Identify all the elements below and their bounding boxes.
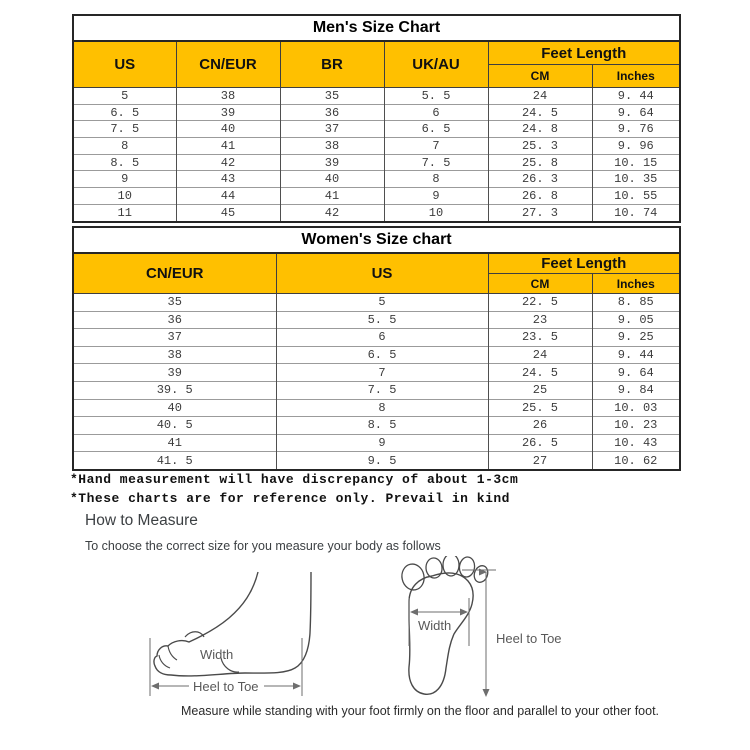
table-cell: 41	[280, 188, 384, 205]
table-row	[73, 364, 680, 382]
table-cell: 27	[488, 452, 592, 470]
table-cell: 36	[280, 104, 384, 121]
table-cell: 7. 5	[384, 154, 488, 171]
mens-col-us: US	[73, 41, 176, 88]
table-cell: 41	[73, 434, 276, 452]
table-cell: 41. 5	[73, 452, 276, 470]
side-width-label: Width	[200, 647, 234, 662]
table-row	[73, 434, 680, 452]
table-cell: 10. 03	[592, 399, 680, 417]
table-cell: 35	[280, 88, 384, 105]
note-line-1: *Hand measurement will have discrepancy of about 1-3cm	[70, 472, 519, 487]
mens-subcol-cm: CM	[488, 65, 592, 88]
mens-col-br: BR	[280, 41, 384, 88]
table-cell: 25	[488, 381, 592, 399]
table-cell: 41	[176, 138, 280, 155]
table-cell: 8	[384, 171, 488, 188]
table-cell: 42	[176, 154, 280, 171]
mens-table-title: Men's Size Chart	[73, 15, 680, 41]
table-cell: 40	[176, 121, 280, 138]
how-to-measure-heading: How to Measure	[85, 512, 198, 529]
table-row	[73, 171, 680, 188]
table-cell: 42	[280, 204, 384, 221]
sole-width-label: Width	[418, 618, 452, 633]
table-cell: 9. 84	[592, 381, 680, 399]
table-cell: 40. 5	[73, 417, 276, 435]
table-row	[73, 346, 680, 364]
table-row	[73, 311, 680, 329]
table-row	[73, 294, 680, 312]
table-cell: 37	[73, 329, 276, 347]
foot-side-view-diagram	[145, 570, 315, 709]
table-cell: 10. 62	[592, 452, 680, 470]
table-cell: 38	[176, 88, 280, 105]
disclaimer-notes	[70, 470, 518, 508]
table-cell: 8. 85	[592, 294, 680, 312]
table-cell: 44	[176, 188, 280, 205]
mens-title-row	[73, 15, 680, 41]
table-cell: 26	[488, 417, 592, 435]
mens-table-body	[73, 88, 680, 222]
table-row	[73, 329, 680, 347]
side-heel-to-toe-label: Heel to Toe	[193, 679, 259, 694]
table-cell: 9. 96	[592, 138, 680, 155]
table-row	[73, 204, 680, 221]
womens-subcol-inches: Inches	[592, 274, 680, 294]
table-cell: 7. 5	[276, 381, 488, 399]
table-cell: 25. 8	[488, 154, 592, 171]
foot-sole-view-icon	[396, 556, 596, 705]
table-cell: 9	[384, 188, 488, 205]
table-cell: 25. 3	[488, 138, 592, 155]
table-cell: 10. 15	[592, 154, 680, 171]
table-cell: 9. 44	[592, 88, 680, 105]
table-cell: 27. 3	[488, 204, 592, 221]
table-row	[73, 452, 680, 470]
table-cell: 35	[73, 294, 276, 312]
table-cell: 5. 5	[276, 311, 488, 329]
table-row	[73, 104, 680, 121]
table-cell: 7	[276, 364, 488, 382]
mens-size-table	[72, 14, 681, 223]
womens-table-body	[73, 294, 680, 470]
table-cell: 7	[384, 138, 488, 155]
table-cell: 43	[176, 171, 280, 188]
table-cell: 38	[73, 346, 276, 364]
table-cell: 23. 5	[488, 329, 592, 347]
table-cell: 24. 5	[488, 364, 592, 382]
table-cell: 24	[488, 346, 592, 364]
foot-sole-view-diagram	[396, 556, 596, 710]
table-cell: 22. 5	[488, 294, 592, 312]
table-cell: 10	[73, 188, 176, 205]
table-row	[73, 381, 680, 399]
table-cell: 6. 5	[384, 121, 488, 138]
table-row	[73, 417, 680, 435]
womens-title-row	[73, 227, 680, 253]
sole-heel-to-toe-label: Heel to Toe	[496, 631, 562, 646]
table-cell: 24	[488, 88, 592, 105]
table-cell: 6. 5	[73, 104, 176, 121]
table-cell: 10. 23	[592, 417, 680, 435]
table-cell: 6	[276, 329, 488, 347]
table-cell: 6	[384, 104, 488, 121]
table-cell: 40	[280, 171, 384, 188]
table-cell: 39	[280, 154, 384, 171]
table-cell: 9. 64	[592, 104, 680, 121]
table-cell: 26. 5	[488, 434, 592, 452]
mens-col-feet-length: Feet Length	[488, 41, 680, 65]
mens-subcol-inches: Inches	[592, 65, 680, 88]
table-cell: 8	[73, 138, 176, 155]
table-cell: 38	[280, 138, 384, 155]
womens-col-us: US	[276, 253, 488, 294]
table-cell: 26. 8	[488, 188, 592, 205]
foot-side-view-icon	[145, 570, 315, 704]
note-line-2: *These charts are for reference only. Prevail in kind	[70, 491, 510, 506]
table-cell: 10. 43	[592, 434, 680, 452]
table-cell: 39. 5	[73, 381, 276, 399]
table-cell: 39	[73, 364, 276, 382]
table-row	[73, 399, 680, 417]
mens-col-cneur: CN/EUR	[176, 41, 280, 88]
table-cell: 9	[276, 434, 488, 452]
table-row	[73, 88, 680, 105]
mens-col-ukau: UK/AU	[384, 41, 488, 88]
table-cell: 10. 74	[592, 204, 680, 221]
table-cell: 36	[73, 311, 276, 329]
table-cell: 8. 5	[73, 154, 176, 171]
table-cell: 26. 3	[488, 171, 592, 188]
table-cell: 45	[176, 204, 280, 221]
womens-table-title: Women's Size chart	[73, 227, 680, 253]
table-row	[73, 138, 680, 155]
table-cell: 10. 35	[592, 171, 680, 188]
table-cell: 37	[280, 121, 384, 138]
womens-subcol-cm: CM	[488, 274, 592, 294]
womens-col-feet-length: Feet Length	[488, 253, 680, 274]
table-cell: 9. 76	[592, 121, 680, 138]
table-cell: 9. 44	[592, 346, 680, 364]
how-to-measure-subtitle: To choose the correct size for you measure your body as follows	[85, 539, 441, 553]
womens-size-table	[72, 226, 681, 471]
table-cell: 8. 5	[276, 417, 488, 435]
table-row	[73, 188, 680, 205]
table-cell: 9. 5	[276, 452, 488, 470]
table-row	[73, 154, 680, 171]
table-cell: 9	[73, 171, 176, 188]
table-cell: 9. 64	[592, 364, 680, 382]
table-cell: 24. 5	[488, 104, 592, 121]
table-cell: 6. 5	[276, 346, 488, 364]
table-cell: 5	[73, 88, 176, 105]
measure-instruction: Measure while standing with your foot firmly on the floor and parallel to your other foot.	[180, 704, 660, 718]
table-cell: 39	[176, 104, 280, 121]
table-cell: 10	[384, 204, 488, 221]
table-cell: 5. 5	[384, 88, 488, 105]
table-cell: 8	[276, 399, 488, 417]
table-cell: 10. 55	[592, 188, 680, 205]
womens-col-cneur: CN/EUR	[73, 253, 276, 294]
table-cell: 9. 05	[592, 311, 680, 329]
mens-header-row	[73, 41, 680, 65]
table-cell: 25. 5	[488, 399, 592, 417]
table-row	[73, 121, 680, 138]
table-cell: 7. 5	[73, 121, 176, 138]
table-cell: 11	[73, 204, 176, 221]
table-cell: 23	[488, 311, 592, 329]
womens-header-row	[73, 253, 680, 274]
table-cell: 5	[276, 294, 488, 312]
table-cell: 24. 8	[488, 121, 592, 138]
table-cell: 40	[73, 399, 276, 417]
table-cell: 9. 25	[592, 329, 680, 347]
